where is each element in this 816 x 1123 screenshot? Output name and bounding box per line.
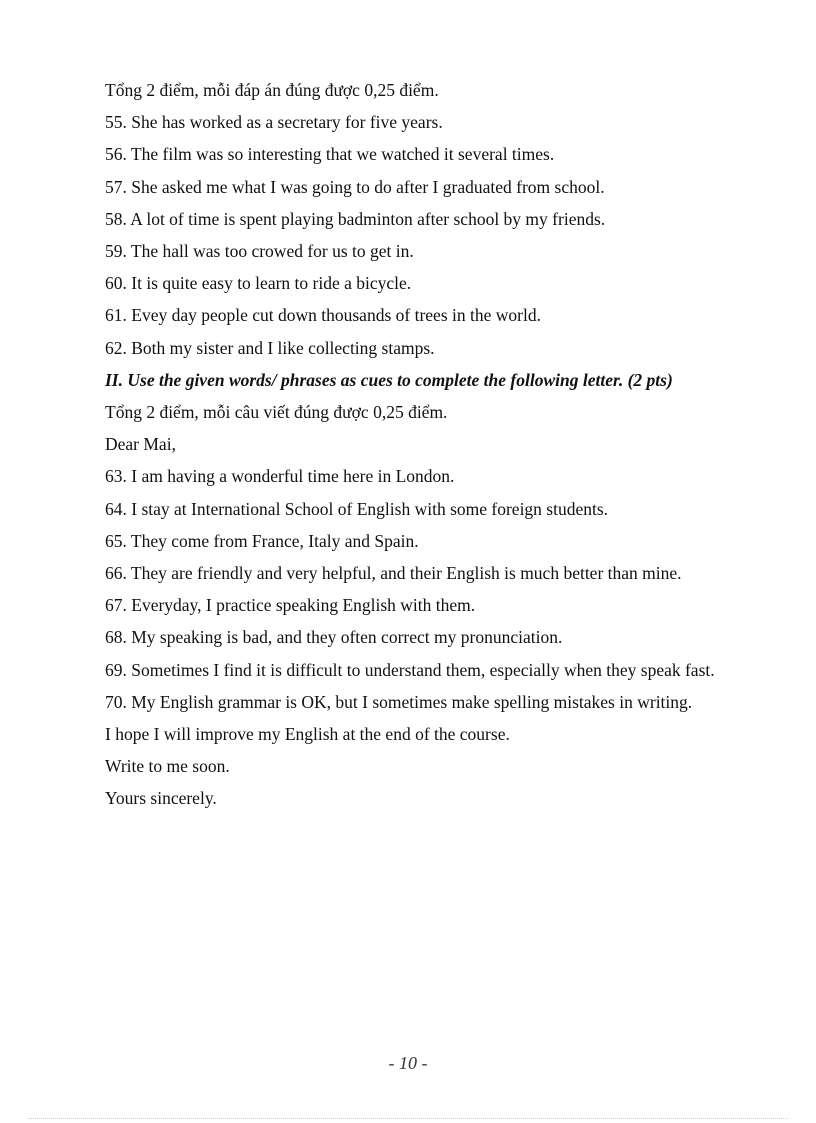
letter-sign-off: Yours sincerely. — [105, 788, 217, 809]
answer-65: 65. They come from France, Italy and Spain. — [105, 530, 419, 551]
letter-closing-write: Write to me soon. — [105, 756, 230, 777]
page-number: - 10 - — [388, 1053, 428, 1073]
answer-70: 70. My English grammar is OK, but I sometimes make spelling mistakes in writing. — [105, 691, 693, 712]
answer-57: 57. She asked me what I was going to do after I graduated from school. — [105, 176, 605, 197]
page-content — [105, 74, 760, 815]
answer-61: 61. Evey day people cut down thousands of trees in the world. — [105, 305, 541, 326]
answer-55: 55. She has worked as a secretary for five years. — [105, 112, 443, 133]
section2-heading: II. Use the given words/ phrases as cues to complete the following letter. (2 pts) — [105, 369, 673, 390]
answer-59: 59. The hall was too crowed for us to get in. — [105, 241, 414, 262]
answer-56: 56. The film was so interesting that we watched it several times. — [105, 144, 555, 165]
answer-68: 68. My speaking is bad, and they often correct my pronunciation. — [105, 627, 563, 648]
answer-64: 64. I stay at International School of English with some foreign students. — [105, 498, 609, 519]
page-bottom-divider — [28, 1118, 788, 1119]
letter-greeting: Dear Mai, — [105, 434, 176, 455]
answer-67: 67. Everyday, I practice speaking English with them. — [105, 595, 476, 616]
letter-closing-hope: I hope I will improve my English at the end of the course. — [105, 724, 510, 745]
answer-69: 69. Sometimes I find it is difficult to understand them, especially when they speak fast. — [105, 659, 715, 680]
answer-60: 60. It is quite easy to learn to ride a bicycle. — [105, 273, 412, 294]
answer-58: 58. A lot of time is spent playing badminton after school by my friends. — [105, 208, 606, 229]
section1-score-note: Tổng 2 điểm, mỗi đáp án đúng được 0,25 điểm. — [105, 80, 439, 100]
answer-66: 66. They are friendly and very helpful, and their English is much better than mine. — [105, 563, 682, 584]
section2-score-note: Tổng 2 điểm, mỗi câu viết đúng được 0,25 điểm. — [105, 402, 448, 423]
answer-62: 62. Both my sister and I like collecting stamps. — [105, 337, 435, 358]
answer-63: 63. I am having a wonderful time here in London. — [105, 466, 455, 487]
